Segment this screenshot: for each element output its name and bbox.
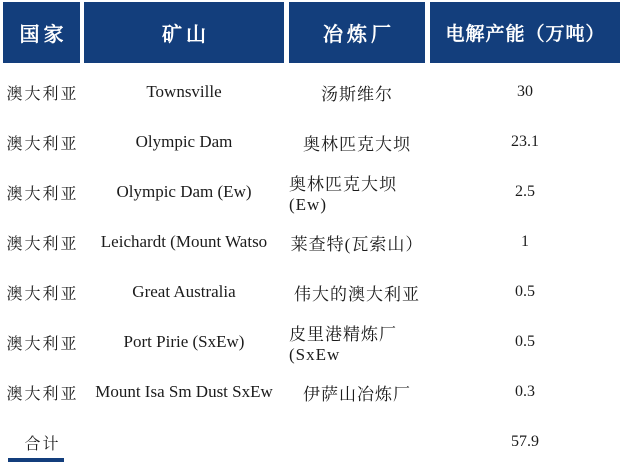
table-row xyxy=(3,167,620,217)
cell-capacity: 2.5 xyxy=(515,183,535,200)
cell-country: 澳大利亚 xyxy=(6,285,79,303)
cell-mine: Leichardt (Mount Watso xyxy=(100,232,268,251)
cell-capacity: 0.5 xyxy=(515,283,535,300)
table-header-row xyxy=(3,2,620,63)
table-body xyxy=(3,67,620,467)
cell-smelter xyxy=(289,417,425,467)
cell-mine: Great Australia xyxy=(132,282,236,301)
cell-capacity: 0.3 xyxy=(515,383,535,400)
cell-smelter: 汤斯维尔 xyxy=(321,84,393,104)
cell-capacity: 30 xyxy=(517,83,533,100)
cell-capacity: 23.1 xyxy=(511,133,539,150)
cell-capacity: 0.5 xyxy=(515,333,535,350)
header-capacity: 电解产能（万吨） xyxy=(430,2,620,63)
cell-mine: Port Pirie (SxEw) xyxy=(123,332,245,351)
cell-smelter: 奥林匹克大坝 xyxy=(303,134,411,154)
table-row xyxy=(3,67,620,117)
cell-country: 澳大利亚 xyxy=(6,85,79,103)
cell-smelter: 皮里港精炼厂(SxEw xyxy=(289,324,397,364)
cell-smelter: 奥林匹克大坝(Ew) xyxy=(289,174,397,214)
cell-country: 澳大利亚 xyxy=(6,385,79,403)
total-row xyxy=(3,417,620,467)
cell-mine: Mount Isa Sm Dust SxEw xyxy=(95,382,273,401)
table-row xyxy=(3,117,620,167)
header-mine: 矿山 xyxy=(84,2,284,63)
header-smelter: 冶炼厂 xyxy=(289,2,425,63)
next-table-border-fragment xyxy=(8,458,64,462)
cell-mine: Olympic Dam xyxy=(135,132,233,151)
cell-smelter: 伟大的澳大利亚 xyxy=(294,284,420,304)
table-row xyxy=(3,367,620,417)
header-country: 国家 xyxy=(3,2,80,63)
table-row xyxy=(3,217,620,267)
cell-mine xyxy=(84,417,284,467)
cell-mine: Townsville xyxy=(146,82,222,101)
cell-capacity: 57.9 xyxy=(511,433,539,450)
cell-smelter: 伊萨山冶炼厂 xyxy=(303,384,411,404)
cell-country: 澳大利亚 xyxy=(6,335,79,353)
table-row xyxy=(3,267,620,317)
table-row xyxy=(3,317,620,367)
cell-mine: Olympic Dam (Ew) xyxy=(116,182,252,201)
cell-country: 澳大利亚 xyxy=(6,235,79,253)
cell-country: 澳大利亚 xyxy=(6,185,79,203)
cell-capacity: 1 xyxy=(521,233,529,250)
cell-smelter: 莱查特(瓦索山） xyxy=(290,234,424,254)
cell-country: 合计 xyxy=(24,435,61,453)
cell-country: 澳大利亚 xyxy=(6,135,79,153)
